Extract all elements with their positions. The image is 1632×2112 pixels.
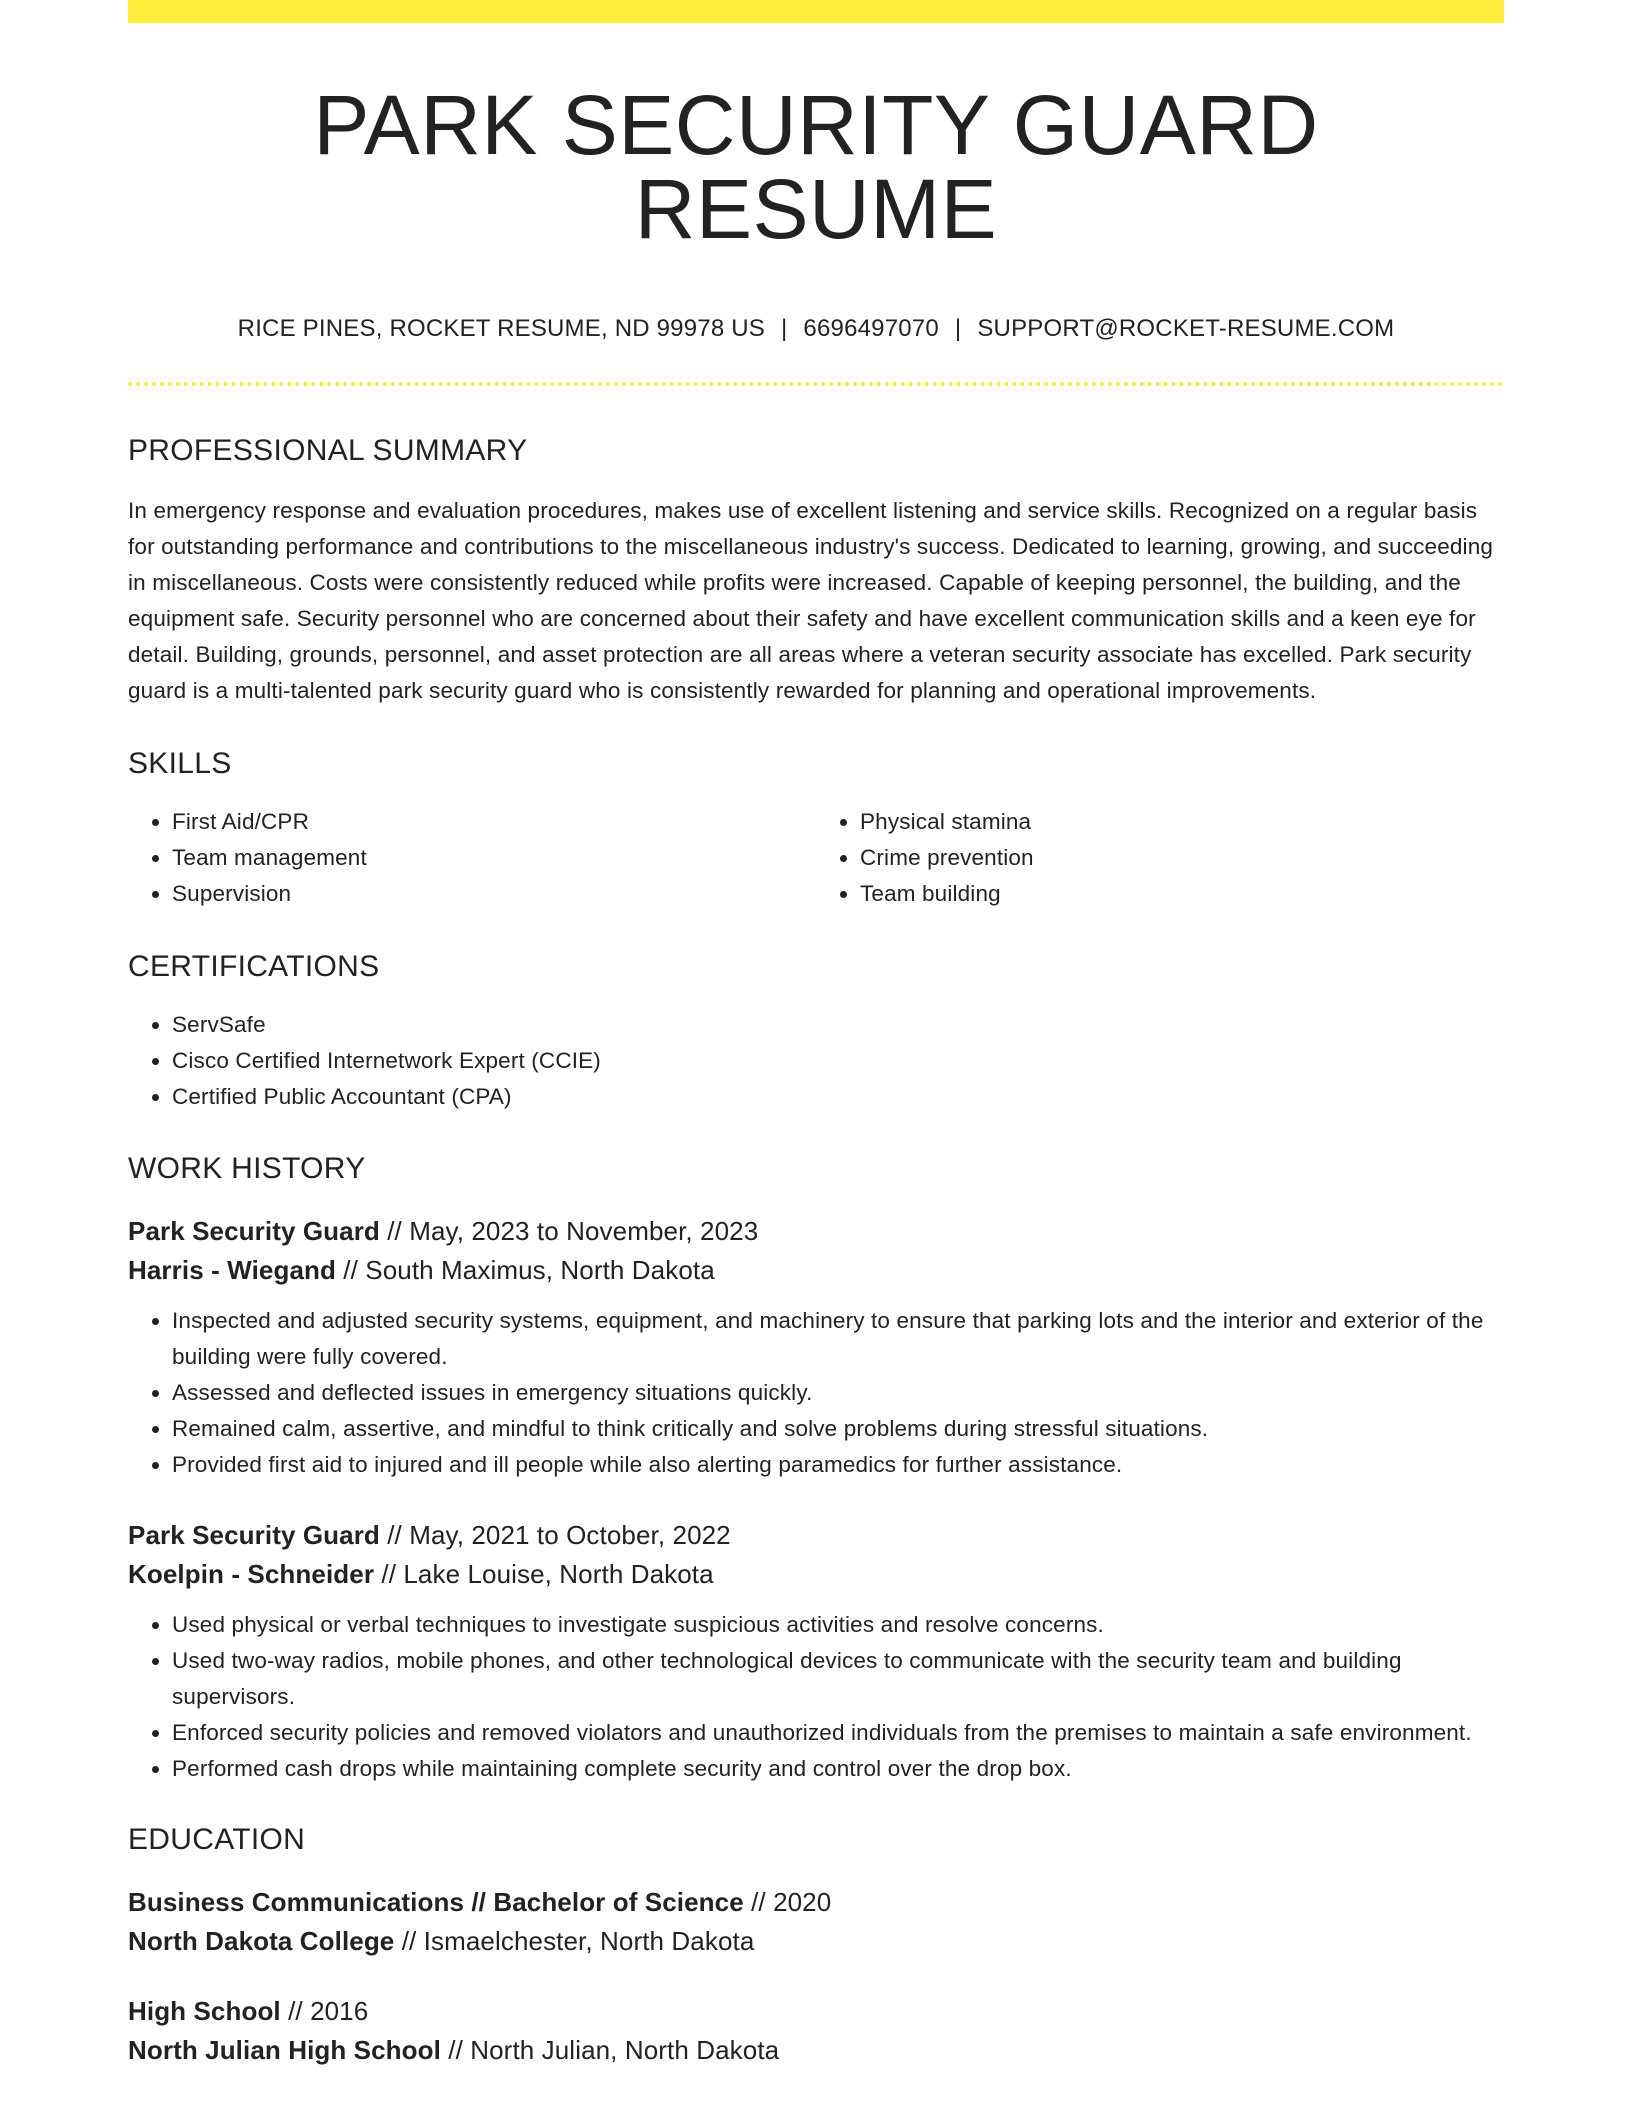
job-bullet: • Assessed and deflected issues in emergency situations quickly. — [172, 1375, 1504, 1411]
certifications-heading: CERTIFICATIONS — [128, 950, 380, 983]
job-entry — [128, 1516, 1504, 1787]
skill-item: • Team management — [172, 840, 816, 876]
job-bullets — [128, 1607, 1504, 1787]
skills-list — [128, 804, 1504, 912]
contact-separator: | — [954, 315, 962, 342]
phone: 6696497070 — [803, 315, 939, 342]
job-title-line — [128, 1516, 1504, 1555]
resume-page — [128, 0, 1504, 2070]
job-bullet: • Performed cash drops while maintaining complete security and control over the drop box. — [172, 1751, 1504, 1787]
field-separator: // — [743, 1887, 774, 1917]
skills-heading: SKILLS — [128, 747, 232, 780]
school-location: North Julian, North Dakota — [470, 2035, 780, 2065]
email: SUPPORT@ROCKET-RESUME.COM — [977, 315, 1395, 342]
graduation-year: 2020 — [773, 1887, 832, 1917]
skill-item: • Physical stamina — [860, 804, 1504, 840]
certification-item: • Certified Public Accountant (CPA) — [172, 1079, 1504, 1115]
education-entry — [128, 1883, 1504, 1961]
job-location: South Maximus, North Dakota — [365, 1255, 715, 1285]
job-company-line — [128, 1555, 1504, 1594]
job-dates: May, 2023 to November, 2023 — [409, 1216, 759, 1246]
job-bullets — [128, 1303, 1504, 1483]
contact-separator: | — [780, 315, 788, 342]
contact-line — [128, 315, 1504, 343]
school-line — [128, 2031, 1504, 2070]
job-location: Lake Louise, North Dakota — [403, 1559, 714, 1589]
field-separator: // — [440, 2035, 471, 2065]
job-bullet: • Used physical or verbal techniques to investigate suspicious activities and resolve concerns. — [172, 1607, 1504, 1643]
job-title: Park Security Guard — [128, 1216, 380, 1246]
certifications-list — [128, 1007, 1504, 1115]
field-separator: // — [379, 1520, 410, 1550]
school: North Julian High School — [128, 2035, 441, 2065]
school: North Dakota College — [128, 1926, 395, 1956]
job-dates: May, 2021 to October, 2022 — [409, 1520, 731, 1550]
degree-line — [128, 1992, 1504, 2031]
skills-column-left — [128, 804, 816, 912]
job-title-line — [128, 1212, 1504, 1251]
skill-item: • Team building — [860, 876, 1504, 912]
certification-item: • Cisco Certified Internetwork Expert (CCIE) — [172, 1043, 1504, 1079]
skill-item: • Crime prevention — [860, 840, 1504, 876]
dotted-divider — [128, 382, 1504, 386]
page-title: PARK SECURITY GUARD RESUME — [313, 78, 1319, 256]
degree-line — [128, 1883, 1504, 1922]
graduation-year: 2016 — [310, 1996, 369, 2026]
field-separator: // — [335, 1255, 366, 1285]
job-company: Koelpin - Schneider — [128, 1559, 375, 1589]
job-bullet: • Enforced security policies and removed violators and unauthorized individuals from the premises to maintain a safe environment. — [172, 1715, 1504, 1751]
field-separator: // — [280, 1996, 311, 2026]
job-bullet: • Used two-way radios, mobile phones, and other technological devices to communicate with the security team and building supervisors. — [172, 1643, 1504, 1715]
skill-item: • Supervision — [172, 876, 816, 912]
field-separator: // — [394, 1926, 424, 1956]
job-entry — [128, 1212, 1504, 1483]
education-entry — [128, 1992, 1504, 2070]
degree: High School — [128, 1996, 281, 2026]
job-company-line — [128, 1251, 1504, 1290]
top-accent-bar — [128, 0, 1504, 23]
education-heading: EDUCATION — [128, 1823, 306, 1856]
skill-item: • First Aid/CPR — [172, 804, 816, 840]
summary-heading: PROFESSIONAL SUMMARY — [128, 434, 528, 467]
address: RICE PINES, ROCKET RESUME, ND 99978 US — [237, 315, 765, 342]
skills-column-right — [816, 804, 1504, 912]
field-separator: // — [379, 1216, 410, 1246]
work-history-heading: WORK HISTORY — [128, 1152, 366, 1185]
school-location: Ismaelchester, North Dakota — [423, 1926, 755, 1956]
degree: Business Communications // Bachelor of Science — [128, 1887, 744, 1917]
field-separator: // — [374, 1559, 404, 1589]
job-bullet: • Inspected and adjusted security systems, equipment, and machinery to ensure that parking lots and the interior and exterior of the building were fully covered. — [172, 1303, 1504, 1375]
summary-text: In emergency response and evaluation procedures, makes use of excellent listening and service skills. Recognized on a regular basis for outstanding performance and contributions to the miscellaneous industry's success. Dedicated to learning, growing, and succeeding in miscellaneous. Costs were consistently reduced while profits were increased. Capable of keeping personnel, the building, and the equipment safe. Security personnel who are concerned about their safety and have excellent communication skills and a keen eye for detail. Building, grounds, personnel, and asset protection are all areas where a veteran security associate has excelled. Park security guard is a multi-talented park security guard who is consistently rewarded for planning and operational improvements. — [128, 498, 1494, 703]
job-bullet: • Provided first aid to injured and ill people while also alerting paramedics for further assistance. — [172, 1447, 1504, 1483]
job-bullet: • Remained calm, assertive, and mindful to think critically and solve problems during stressful situations. — [172, 1411, 1504, 1447]
job-title: Park Security Guard — [128, 1520, 380, 1550]
certification-item: • ServSafe — [172, 1007, 1504, 1043]
school-line — [128, 1922, 1504, 1961]
job-company: Harris - Wiegand — [128, 1255, 336, 1285]
